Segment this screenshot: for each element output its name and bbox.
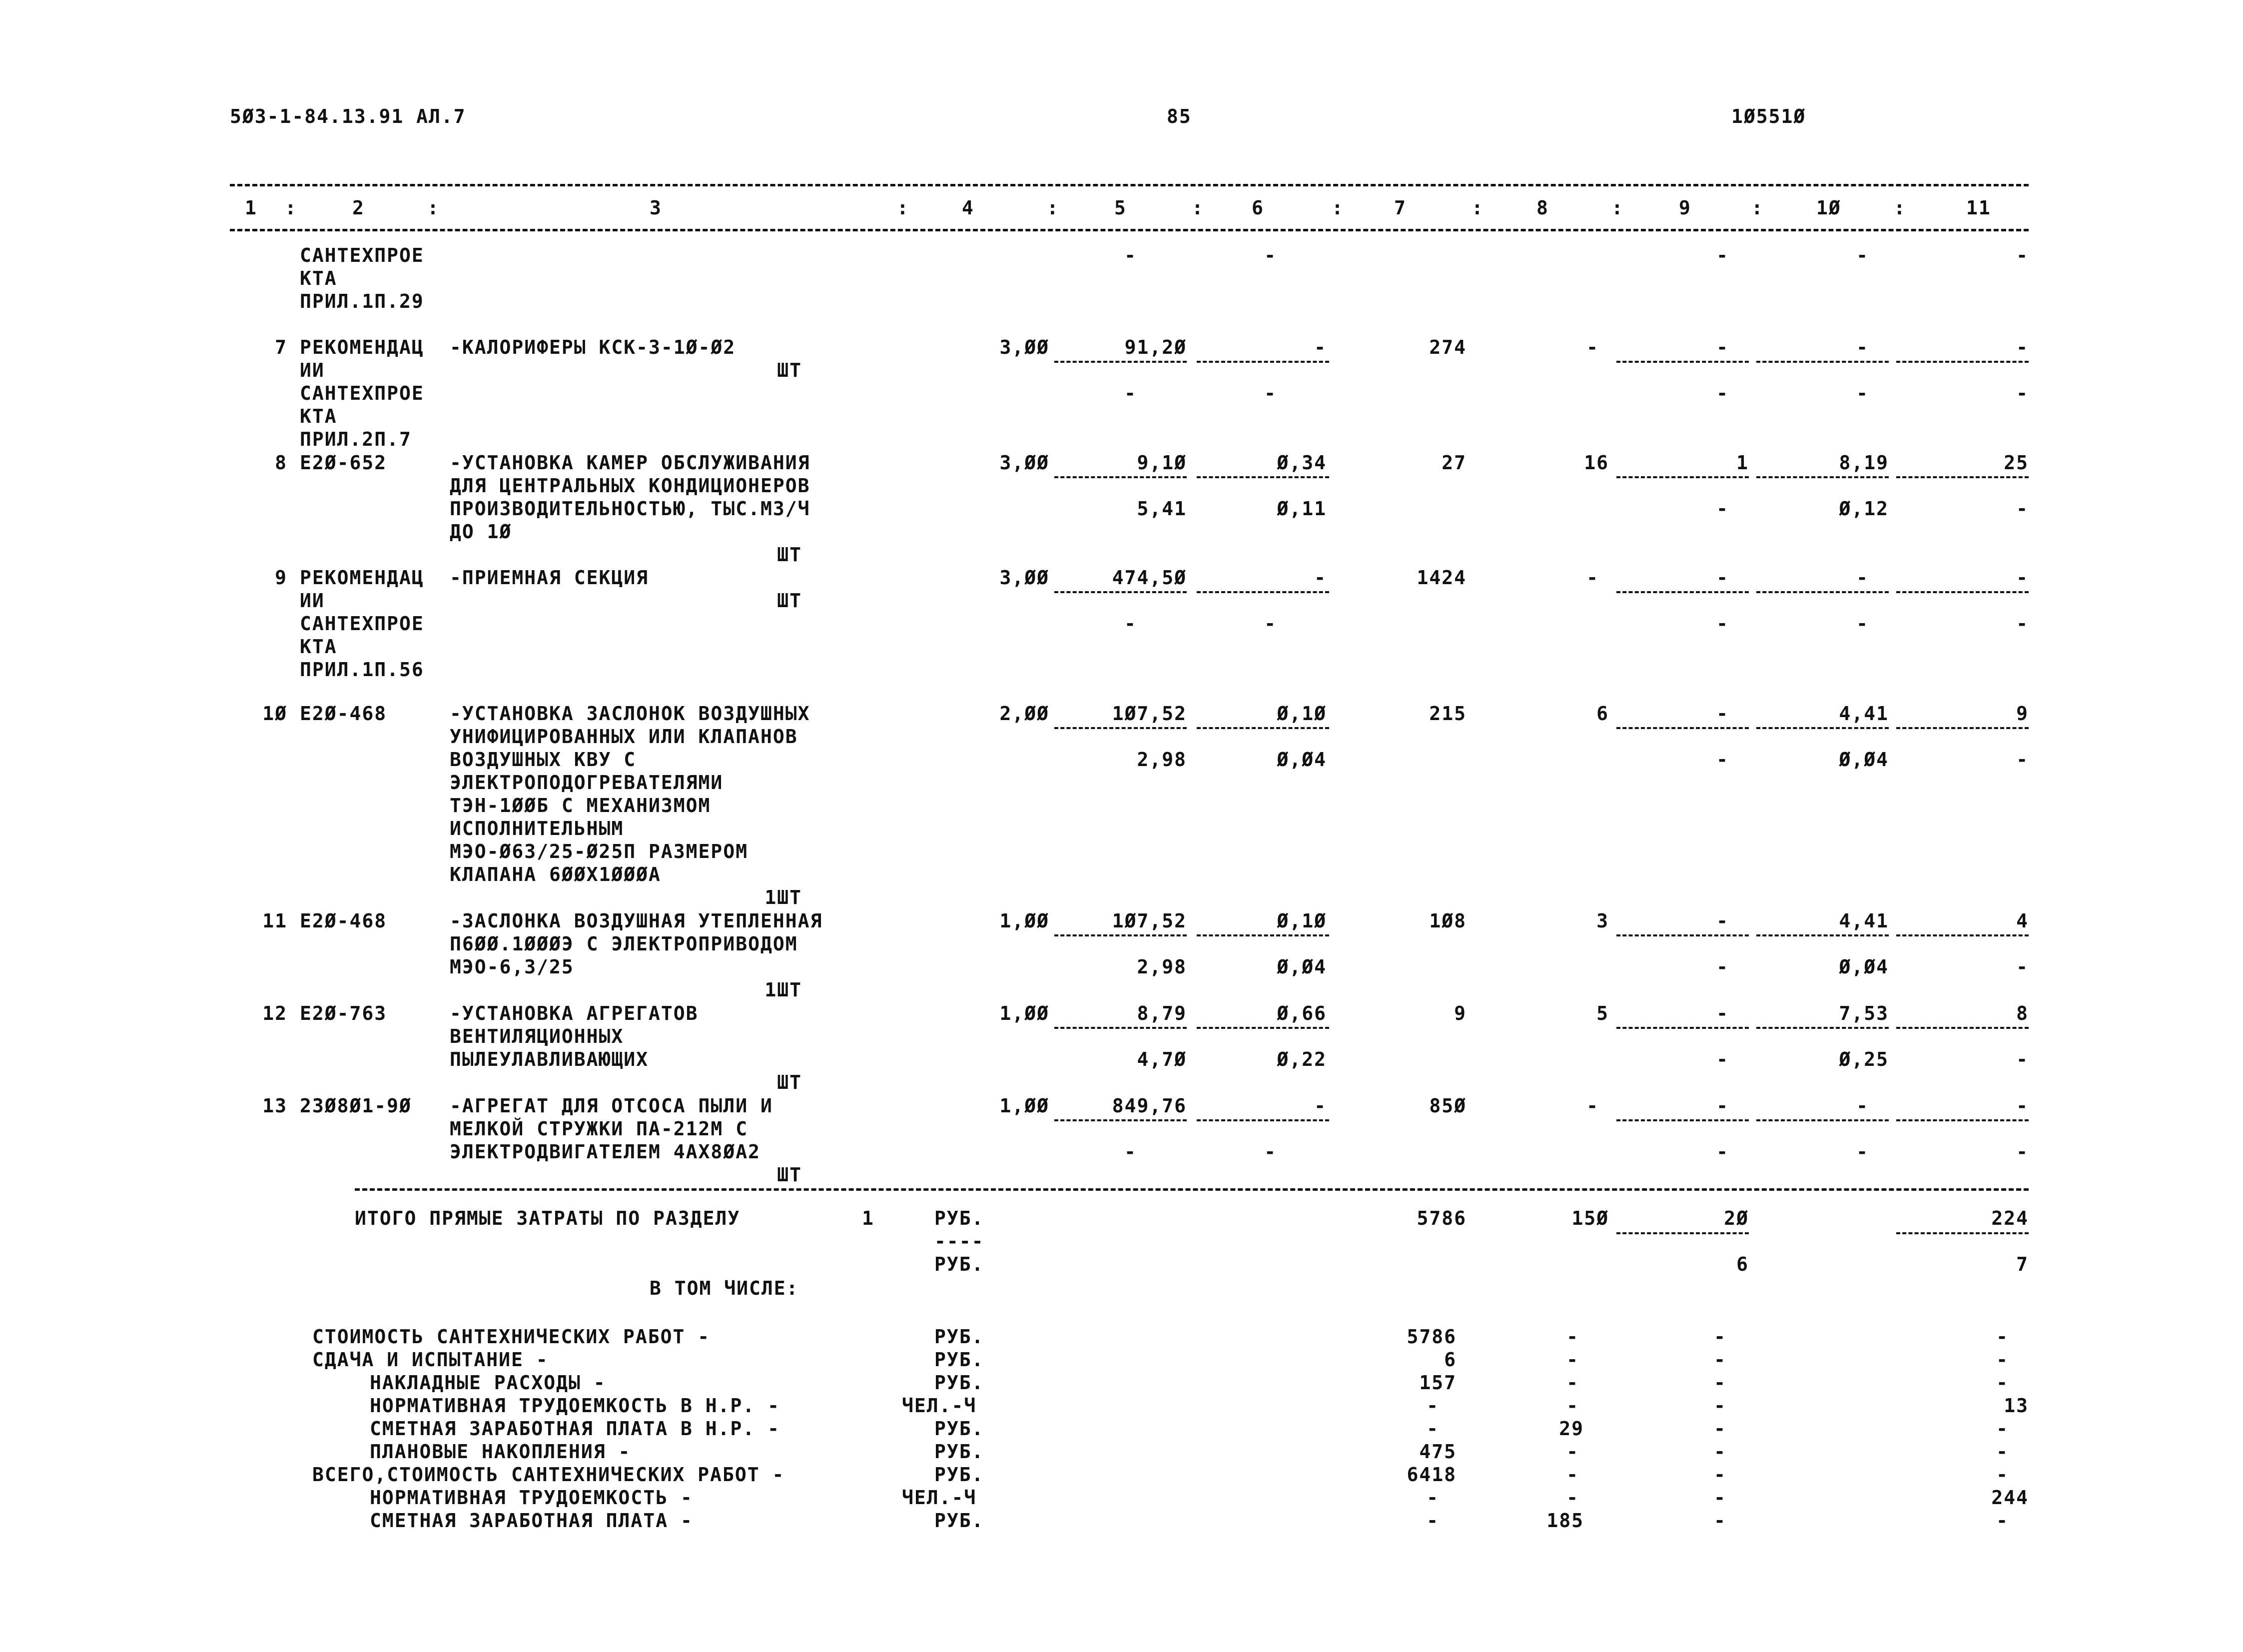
column-header: 5 [1114, 197, 1127, 219]
table-top-rule [230, 184, 2029, 186]
row-number: 11 [262, 910, 287, 932]
cell-c11: 4 [2016, 910, 2029, 932]
column-header: 2 [352, 197, 365, 219]
summary-col7: - [1427, 1510, 1439, 1532]
cell-col6-lower: - [1264, 613, 1277, 635]
cell-rule [1054, 1119, 1187, 1121]
row-number: 9 [275, 567, 287, 589]
cell-col5-lower: 2,98 [1137, 956, 1187, 978]
cell-rule [1616, 934, 1749, 936]
row-number: 7 [275, 336, 287, 358]
summary-col9: - [1714, 1441, 1726, 1463]
cell-col5-lower: 4,7Ø [1137, 1048, 1187, 1070]
cell-rule [1054, 1027, 1187, 1029]
cell-rule [1054, 934, 1187, 936]
cell-c10: 4,41 [1839, 910, 1889, 932]
row-description: -УСТАНОВКА АГРЕГАТОВ [450, 1002, 699, 1024]
row-code: РЕКОМЕНДАЦ [300, 336, 424, 358]
cell-c10: - [1856, 1095, 1869, 1117]
summary-col8: 185 [1546, 1510, 1584, 1532]
total-unit-2: РУБ. [934, 1253, 984, 1275]
summary-unit: РУБ. [934, 1349, 984, 1371]
cell-c10-lower: - [1856, 1141, 1869, 1163]
summary-label: СТОИМОСТЬ САНТЕХНИЧЕСКИХ РАБОТ - [312, 1326, 711, 1348]
row-unit: ШТ [777, 590, 802, 612]
cell-col5: 9,1Ø [1137, 452, 1187, 474]
summary-unit: РУБ. [934, 1510, 984, 1532]
column-separator: : [1611, 197, 1624, 219]
cell-rule [1197, 591, 1329, 593]
cell-c10-lower: Ø,12 [1839, 498, 1889, 520]
row-code: РЕКОМЕНДАЦ [300, 567, 424, 589]
column-header: 1Ø [1816, 197, 1841, 219]
cell-rule [1616, 361, 1749, 363]
summary-col11: - [1996, 1441, 2009, 1463]
cell-col6-lower: Ø,Ø4 [1277, 749, 1327, 771]
column-header: 9 [1679, 197, 1691, 219]
summary-col11: - [1996, 1418, 2009, 1440]
cell-col7: 215 [1429, 703, 1467, 725]
cell-col6: Ø,1Ø [1277, 910, 1327, 932]
cell-col6: Ø,66 [1277, 1002, 1327, 1024]
cell-c9: - [1716, 910, 1729, 932]
summary-col8: - [1566, 1464, 1579, 1486]
summary-col9: - [1714, 1418, 1726, 1440]
cell-rule [1616, 1027, 1749, 1029]
cell-c9-lower: - [1716, 498, 1729, 520]
summary-col9: - [1714, 1372, 1726, 1394]
summary-col9: - [1714, 1510, 1726, 1532]
cell-c9-lower: - [1716, 956, 1729, 978]
cell-rule [1616, 1119, 1749, 1121]
column-header: 8 [1536, 197, 1549, 219]
column-separator: : [1047, 197, 1059, 219]
cell-col8: 16 [1584, 452, 1609, 474]
cell-c11-lower: - [2016, 1141, 2029, 1163]
table-header-rule [230, 229, 2029, 231]
summary-label: НОРМАТИВНАЯ ТРУДОЕМКОСТЬ В Н.Р. - [370, 1395, 780, 1417]
row-code: Е2Ø-652 [300, 452, 387, 474]
summary-label: СМЕТНАЯ ЗАРАБОТНАЯ ПЛАТА - [370, 1510, 693, 1532]
row-number: 1Ø [262, 703, 287, 725]
cell-rule [1756, 476, 1889, 478]
cell-col5-lower: - [1124, 382, 1137, 404]
cell-col8: 3 [1596, 910, 1609, 932]
cell-rule [1756, 591, 1889, 593]
row-description: ТЭН-1ØØБ С МЕХАНИЗМОМ [450, 795, 711, 817]
cell-col5: 91,2Ø [1124, 336, 1187, 358]
cell-c10-lower: Ø,Ø4 [1839, 749, 1889, 771]
column-separator: : [1192, 197, 1204, 219]
row-description: -УСТАНОВКА ЗАСЛОНОК ВОЗДУШНЫХ [450, 703, 810, 725]
cell-c11: - [2016, 567, 2029, 589]
summary-unit: ЧЕЛ.-Ч [902, 1395, 977, 1417]
row-description: ПРОИЗВОДИТЕЛЬНОСТЬЮ, ТЫС.М3/Ч [450, 498, 810, 520]
summary-col7: - [1427, 1395, 1439, 1417]
cell-c11-lower: - [2016, 956, 2029, 978]
cell-c10-lower: - [1856, 382, 1869, 404]
doc-number: 1Ø551Ø [1731, 105, 1806, 127]
cell-col7: 9 [1454, 1002, 1467, 1024]
total-col9: 2Ø [1724, 1207, 1749, 1229]
cell-c10: - [1856, 244, 1869, 266]
column-separator: : [1751, 197, 1764, 219]
cell-c10: - [1856, 567, 1869, 589]
cell-rule [1197, 476, 1329, 478]
cell-c9-lower: - [1716, 1048, 1729, 1070]
cell-rule [1756, 361, 1889, 363]
cell-c10: 4,41 [1839, 703, 1889, 725]
summary-col8: - [1566, 1326, 1579, 1348]
column-header: 6 [1252, 197, 1264, 219]
cell-c9: - [1716, 703, 1729, 725]
cell-c11: 8 [2016, 1002, 2029, 1024]
cell-c9: - [1716, 1095, 1729, 1117]
total-label: ИТОГО ПРЯМЫЕ ЗАТРАТЫ ПО РАЗДЕЛУ [355, 1207, 741, 1229]
summary-col8: - [1566, 1395, 1579, 1417]
cell-col6: Ø,34 [1277, 452, 1327, 474]
cell-col5: 1Ø7,52 [1112, 703, 1187, 725]
cell-rule [1054, 591, 1187, 593]
cell-c11: - [2016, 244, 2029, 266]
cell-col5: 849,76 [1112, 1095, 1187, 1117]
summary-col7: - [1427, 1487, 1439, 1509]
cell-col6: - [1314, 1095, 1327, 1117]
cell-rule [1756, 1027, 1889, 1029]
column-header: 7 [1394, 197, 1407, 219]
cell-col6: - [1264, 244, 1277, 266]
cell-col5-lower: 2,98 [1137, 749, 1187, 771]
column-header: 3 [650, 197, 662, 219]
column-separator: : [1332, 197, 1344, 219]
cell-col6-lower: - [1264, 1141, 1277, 1163]
cell-c11-lower: - [2016, 613, 2029, 635]
cell-c10-lower: - [1856, 613, 1869, 635]
cell-rule [1197, 361, 1329, 363]
row-description: ЭЛЕКТРОПОДОГРЕВАТЕЛЯМИ [450, 772, 724, 794]
cell-col7: 274 [1429, 336, 1467, 358]
summary-unit: РУБ. [934, 1372, 984, 1394]
column-separator: : [897, 197, 909, 219]
summary-unit: РУБ. [934, 1441, 984, 1463]
summary-label: СМЕТНАЯ ЗАРАБОТНАЯ ПЛАТА В Н.Р. - [370, 1418, 780, 1440]
row-code: 23Ø8Ø1-9Ø [300, 1095, 412, 1117]
row-unit: ШТ [777, 1071, 802, 1093]
row-code: Е2Ø-468 [300, 703, 387, 725]
row-code: ПРИЛ.2П.7 [300, 428, 412, 450]
summary-col9: - [1714, 1349, 1726, 1371]
cell-c11-lower: - [2016, 382, 2029, 404]
cell-c11-lower: - [2016, 749, 2029, 771]
cell-c9-lower: - [1716, 749, 1729, 771]
cell-c10: 8,19 [1839, 452, 1889, 474]
row-code: Е2Ø-468 [300, 910, 387, 932]
cell-col5: 1Ø7,52 [1112, 910, 1187, 932]
row-description: ВОЗДУШНЫХ КВУ С [450, 749, 637, 771]
row-description: -КАЛОРИФЕРЫ КСК-3-1Ø-Ø2 [450, 336, 736, 358]
cell-rule [1896, 727, 2029, 729]
summary-label: НАКЛАДНЫЕ РАСХОДЫ - [370, 1372, 606, 1394]
row-description: -УСТАНОВКА КАМЕР ОБСЛУЖИВАНИЯ [450, 452, 810, 474]
summary-col9: - [1714, 1487, 1726, 1509]
total-dash: ---- [934, 1230, 984, 1252]
cell-c10: - [1856, 336, 1869, 358]
row-unit: ШТ [777, 544, 802, 566]
cell-col6: - [1314, 567, 1327, 589]
summary-unit: РУБ. [934, 1418, 984, 1440]
row-unit: ШТ [777, 359, 802, 381]
cell-col8: - [1586, 1095, 1599, 1117]
summary-col11: - [1996, 1326, 2009, 1348]
column-header: 1 [245, 197, 257, 219]
cell-col5-lower: - [1124, 1141, 1137, 1163]
cell-rule [1756, 1119, 1889, 1121]
summary-col8: - [1566, 1487, 1579, 1509]
row-code: ИИ [300, 590, 325, 612]
summary-col7: 6 [1444, 1349, 1457, 1371]
cell-c9-lower: - [1716, 382, 1729, 404]
summary-col11: 244 [1991, 1487, 2029, 1509]
page-number: 85 [1167, 105, 1192, 127]
row-description: КЛАПАНА 6ØØХ1ØØØА [450, 863, 661, 885]
summary-col7: 6418 [1407, 1464, 1457, 1486]
row-quantity: 2,ØØ [999, 703, 1049, 725]
cell-col7: 27 [1442, 452, 1467, 474]
row-description: МЭО-6,3/25 [450, 956, 574, 978]
summary-col7: 157 [1419, 1372, 1457, 1394]
summary-unit: РУБ. [934, 1326, 984, 1348]
summary-col8: - [1566, 1372, 1579, 1394]
row-number: 8 [275, 452, 287, 474]
cell-col5: - [1124, 244, 1137, 266]
summary-col7: 475 [1419, 1441, 1457, 1463]
row-description: ДЛЯ ЦЕНТРАЛЬНЫХ КОНДИЦИОНЕРОВ [450, 475, 810, 497]
cell-col5: 474,5Ø [1112, 567, 1187, 589]
row-description: ЭЛЕКТРОДВИГАТЕЛЕМ 4АХ8ØА2 [450, 1141, 760, 1163]
cell-c9-lower: - [1716, 613, 1729, 635]
total-unit: РУБ. [934, 1207, 984, 1229]
column-header: 11 [1966, 197, 1991, 219]
cell-c9: - [1716, 1002, 1729, 1024]
row-code: ПРИЛ.1П.56 [300, 659, 424, 681]
cell-col8: 5 [1596, 1002, 1609, 1024]
cell-c10: 7,53 [1839, 1002, 1889, 1024]
row-code: САНТЕХПРОЕ [300, 244, 424, 266]
cell-c11: - [2016, 336, 2029, 358]
row-number: 12 [262, 1002, 287, 1024]
cell-rule [1896, 934, 2029, 936]
total-col7: 5786 [1417, 1207, 1467, 1229]
row-code: КТА [300, 636, 337, 658]
summary-col7: - [1427, 1418, 1439, 1440]
total-col9-lower: 6 [1736, 1253, 1749, 1275]
row-code: КТА [300, 267, 337, 289]
row-unit: 1ШТ [764, 979, 802, 1001]
cell-c9: - [1716, 567, 1729, 589]
row-description: -АГРЕГАТ ДЛЯ ОТСОСА ПЫЛИ И [450, 1095, 773, 1117]
cell-col5-lower: - [1124, 613, 1137, 635]
cell-col7: 1Ø8 [1429, 910, 1467, 932]
cell-rule [1896, 1027, 2029, 1029]
row-quantity: 3,ØØ [999, 452, 1049, 474]
cell-col7: 1424 [1417, 567, 1467, 589]
row-description: -ПРИЕМНАЯ СЕКЦИЯ [450, 567, 649, 589]
row-description: П6ØØ.1ØØØЭ С ЭЛЕКТРОПРИВОДОМ [450, 933, 798, 955]
summary-col9: - [1714, 1395, 1726, 1417]
cell-c10-lower: Ø,Ø4 [1839, 956, 1889, 978]
cell-c10-lower: Ø,25 [1839, 1048, 1889, 1070]
total-rule-col9 [1616, 1232, 1749, 1234]
row-code: Е2Ø-763 [300, 1002, 387, 1024]
cell-col6: Ø,1Ø [1277, 703, 1327, 725]
summary-col11: 13 [2004, 1395, 2029, 1417]
cell-c11-lower: - [2016, 498, 2029, 520]
summary-col9: - [1714, 1464, 1726, 1486]
column-separator: : [1894, 197, 1906, 219]
summary-col9: - [1714, 1326, 1726, 1348]
including-label: В ТОМ ЧИСЛЕ: [650, 1277, 799, 1299]
summary-unit: РУБ. [934, 1464, 984, 1486]
cell-c9-lower: - [1716, 1141, 1729, 1163]
cell-rule [1896, 1119, 2029, 1121]
cell-col6-lower: Ø,22 [1277, 1048, 1327, 1070]
total-col8: 15Ø [1571, 1207, 1609, 1229]
summary-col11: - [1996, 1372, 2009, 1394]
cell-rule [1756, 727, 1889, 729]
summary-col11: - [1996, 1349, 2009, 1371]
cell-col6-lower: Ø,Ø4 [1277, 956, 1327, 978]
summary-label: НОРМАТИВНАЯ ТРУДОЕМКОСТЬ - [370, 1487, 693, 1509]
total-section: 1 [862, 1207, 874, 1229]
total-col11-lower: 7 [2016, 1253, 2029, 1275]
column-header: 4 [962, 197, 974, 219]
cell-rule [1054, 476, 1187, 478]
row-quantity: 3,ØØ [999, 336, 1049, 358]
cell-col6-lower: - [1264, 382, 1277, 404]
row-description: УНИФИЦИРОВАННЫХ ИЛИ КЛАПАНОВ [450, 726, 798, 748]
row-quantity: 1,ØØ [999, 1095, 1049, 1117]
summary-label: ВСЕГО,СТОИМОСТЬ САНТЕХНИЧЕСКИХ РАБОТ - [312, 1464, 785, 1486]
row-code: КТА [300, 405, 337, 427]
cell-col5: 8,79 [1137, 1002, 1187, 1024]
cell-rule [1896, 591, 2029, 593]
row-number: 13 [262, 1095, 287, 1117]
summary-col8: - [1566, 1441, 1579, 1463]
cell-c9: - [1716, 336, 1729, 358]
cell-rule [1616, 591, 1749, 593]
cell-c9: 1 [1736, 452, 1749, 474]
cell-c11-lower: - [2016, 1048, 2029, 1070]
summary-col8: - [1566, 1349, 1579, 1371]
row-code: САНТЕХПРОЕ [300, 613, 424, 635]
row-unit: 1ШТ [764, 886, 802, 908]
column-separator: : [1472, 197, 1484, 219]
cell-col8: 6 [1596, 703, 1609, 725]
summary-unit: ЧЕЛ.-Ч [902, 1487, 977, 1509]
cell-col5-lower: 5,41 [1137, 498, 1187, 520]
cell-c11: 25 [2004, 452, 2029, 474]
summary-label: ПЛАНОВЫЕ НАКОПЛЕНИЯ - [370, 1441, 631, 1463]
doc-code: 5Ø3-1-84.13.91 АЛ.7 [230, 105, 466, 127]
cell-col6: - [1314, 336, 1327, 358]
total-rule [355, 1188, 2029, 1191]
row-description: ИСПОЛНИТЕЛЬНЫМ [450, 818, 624, 839]
row-description: ПЫЛЕУЛАВЛИВАЮЩИХ [450, 1048, 649, 1070]
cell-rule [1054, 361, 1187, 363]
summary-col7: 5786 [1407, 1326, 1457, 1348]
summary-col11: - [1996, 1510, 2009, 1532]
row-code: САНТЕХПРОЕ [300, 382, 424, 404]
row-unit: ШТ [777, 1164, 802, 1186]
cell-c11: 9 [2016, 703, 2029, 725]
row-quantity: 1,ØØ [999, 1002, 1049, 1024]
row-description: ВЕНТИЛЯЦИОННЫХ [450, 1025, 624, 1047]
row-code: ИИ [300, 359, 325, 381]
cell-col8: - [1586, 336, 1599, 358]
cell-rule [1197, 1027, 1329, 1029]
cell-col6-lower: Ø,11 [1277, 498, 1327, 520]
cell-rule [1197, 727, 1329, 729]
summary-col11: - [1996, 1464, 2009, 1486]
column-separator: : [427, 197, 440, 219]
cell-rule [1616, 476, 1749, 478]
cell-col7: 85Ø [1429, 1095, 1467, 1117]
cell-rule [1896, 361, 2029, 363]
cell-rule [1054, 727, 1187, 729]
cell-col8: - [1586, 567, 1599, 589]
summary-col8: 29 [1559, 1418, 1584, 1440]
cell-rule [1197, 934, 1329, 936]
cell-rule [1197, 1119, 1329, 1121]
row-quantity: 3,ØØ [999, 567, 1049, 589]
cell-rule [1616, 727, 1749, 729]
total-rule-col11 [1896, 1232, 2029, 1234]
cell-c9: - [1716, 244, 1729, 266]
row-description: МЕЛКОЙ СТРУЖКИ ПА-212М С [450, 1118, 748, 1140]
row-description: МЭО-Ø63/25-Ø25П РАЗМЕРОМ [450, 840, 748, 862]
column-separator: : [285, 197, 297, 219]
row-description: ДО 1Ø [450, 521, 512, 543]
row-quantity: 1,ØØ [999, 910, 1049, 932]
cell-rule [1896, 476, 2029, 478]
total-col11: 224 [1991, 1207, 2029, 1229]
row-description: -ЗАСЛОНКА ВОЗДУШНАЯ УТЕПЛЕННАЯ [450, 910, 823, 932]
cell-rule [1756, 934, 1889, 936]
row-code: ПРИЛ.1П.29 [300, 290, 424, 312]
cell-c11: - [2016, 1095, 2029, 1117]
summary-label: СДАЧА И ИСПЫТАНИЕ - [312, 1349, 549, 1371]
